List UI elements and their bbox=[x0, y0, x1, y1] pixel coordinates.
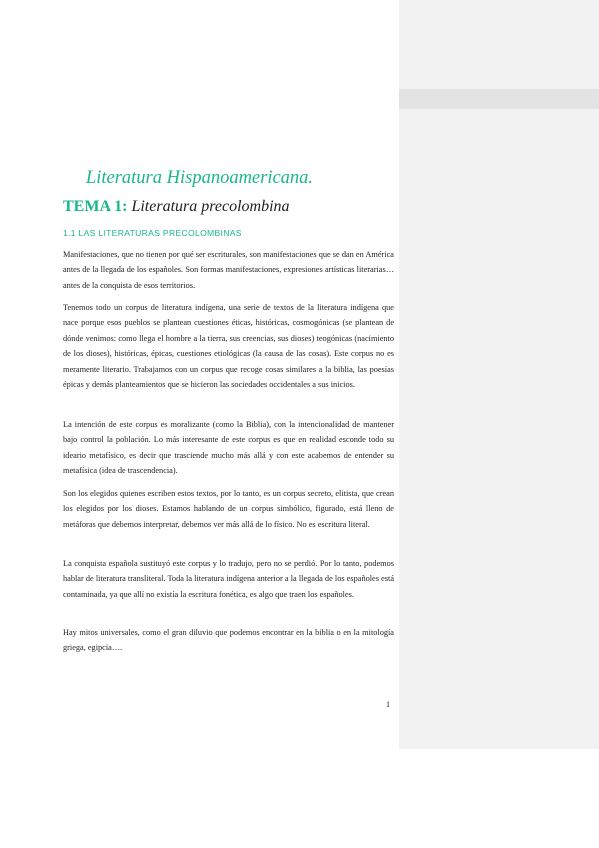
section-heading: 1.1 LAS LITERATURAS PRECOLOMBINAS bbox=[63, 228, 242, 238]
topic-title: Literatura precolombina bbox=[127, 198, 290, 215]
comments-pane-end bbox=[399, 749, 599, 848]
topic-heading bbox=[63, 198, 290, 216]
paragraph: La conquista española sustituyó este corpus y lo tradujo, pero no se perdió. Por lo tanto, podemos hablar de literatura transliteral. Toda la literatura indígena anterior a la llegada de los españoles está contaminada, ya que allí no existía la escritura fonética, es algo que traen los españoles. bbox=[63, 559, 394, 599]
comments-header-bar bbox=[399, 89, 599, 109]
paragraph: Hay mitos universales, como el gran diluvio que podemos encontrar en la biblia o en la mitología griega, egipcia…. bbox=[63, 628, 394, 653]
paragraph: Son los elegidos quienes escriben estos textos, por lo tanto, es un corpus secreto, elitista, que crean los elegidos por los dioses. Estamos hablando de un corpus simbólico, figurado, está lleno de metáforas que debemos interpretar, debemos ver más allá de lo físico. No es escritura literal. bbox=[63, 489, 394, 529]
comments-pane bbox=[399, 0, 599, 848]
topic-label: TEMA 1: bbox=[63, 198, 128, 215]
page-number: 1 bbox=[386, 700, 390, 709]
paragraph: La intención de este corpus es moralizante (como la Biblia), con la intencionalidad de mantener bajo control la población. Lo más interesante de este corpus es que en realidad esconde todo su ideario metafísico, es decir que trasciende mucho más allá y con este acabemos de entender su metafísica (idea de trascendencia). bbox=[63, 420, 394, 476]
paragraph: Manifestaciones, que no tienen por qué ser escriturales, son manifestaciones que se dan en América antes de la llegada de los españoles. Son formas manifestaciones, expresiones artísticas literarias… antes de la conquista de esos territorios. bbox=[63, 250, 394, 290]
document-title: Literatura Hispanoamericana. bbox=[85, 168, 314, 188]
paragraph: Tenemos todo un corpus de literatura indígena, una serie de textos de la literatura indígena que nace porque esos pueblos se plantean cuestiones éticas, históricas, cosmogónicas (se plantean de dónde venimos: como llega el hombre a la tierra, sus creencias, sus dioses) teogónicas (nacimiento de los dioses), históricas, épicas, cuestiones etiológicas (la causa de las cosas). Este corpus no es meramente literario. Trabajamos con un corpus que recoge cosas similares a la biblia, las poesías épicas y demás planteamientos que se hicieron las sociedades occidentales a sus inicios. bbox=[63, 303, 394, 390]
